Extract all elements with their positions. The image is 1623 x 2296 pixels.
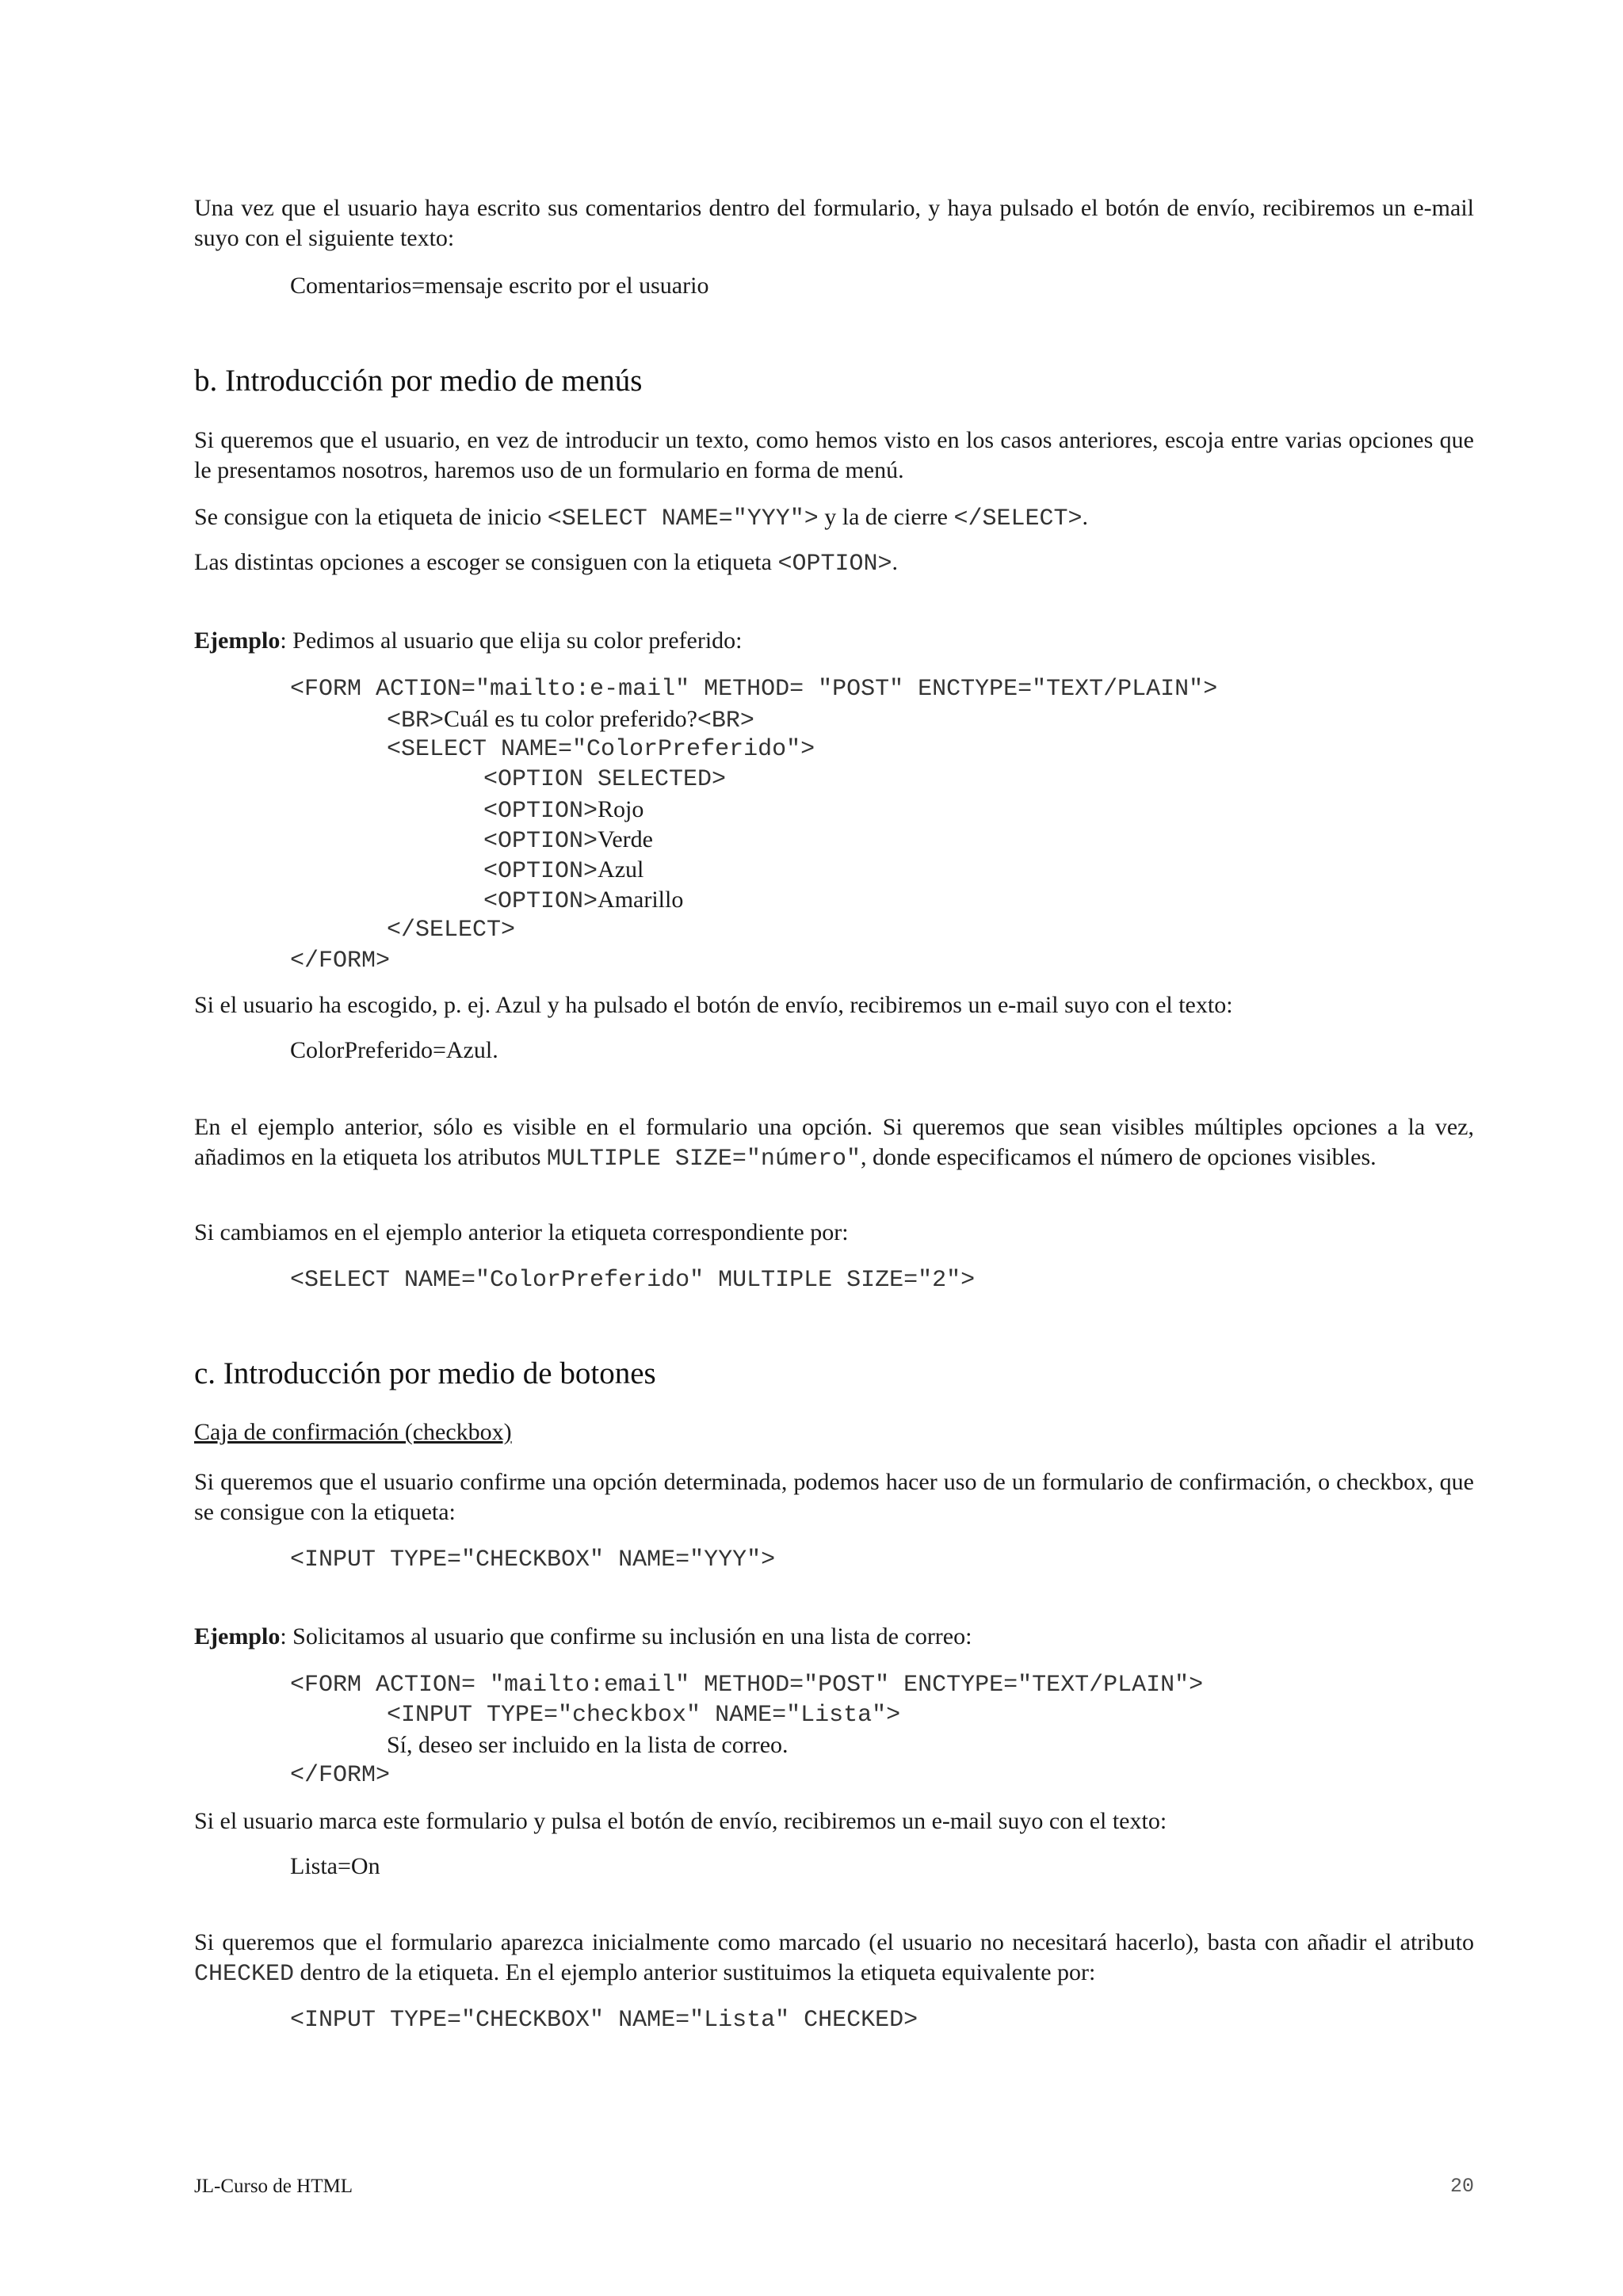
code-b-option-azul <box>483 855 643 887</box>
code-b-line-2 <box>387 704 754 736</box>
checked-text <box>194 1928 1474 1989</box>
ejemplo-label: Ejemplo <box>194 1623 281 1650</box>
option-tag: <OPTION> <box>483 798 598 825</box>
code-question-text: Cuál es tu color preferido? <box>444 706 697 732</box>
code-b-line-1: <FORM ACTION="mailto:e-mail" METHOD= "POST" ENCTYPE="TEXT/PLAIN"> <box>290 676 1218 703</box>
intro-paragraph <box>194 193 1474 254</box>
multiple-text-b: , donde especificamos el número de opciones visibles. <box>860 1144 1377 1170</box>
section-c-result-text: Si el usuario marca este formulario y pulsa el botón de envío, recibiremos un e-mail suyo con el texto: <box>194 1808 1167 1834</box>
section-c-result-output: Lista=On <box>290 1853 380 1879</box>
section-c-checked-paragraph <box>194 1928 1474 1989</box>
section-b-change-text: Si cambiamos en el ejemplo anterior la etiqueta correspondiente por: <box>194 1219 849 1245</box>
p2-code-select-open: <SELECT NAME="YYY"> <box>547 505 819 532</box>
intro-text: Una vez que el usuario haya escrito sus comentarios dentro del formulario, y haya pulsado el botón de envío, recibiremos un e-mail suyo con el siguiente texto: <box>194 195 1474 251</box>
multiple-text-a: En el ejemplo anterior, sólo es visible en el formulario una opción. Si queremos que sean visibles múltiples opciones a la vez, añadimos en la etiqueta los atributos <box>194 1114 1474 1170</box>
section-b-paragraph-3 <box>194 547 898 579</box>
checked-text-b: dentro de la etiqueta. En el ejemplo anterior sustituimos la etiqueta equivalente por: <box>294 1959 1096 1985</box>
code-b-option-rojo <box>483 795 643 826</box>
checked-code: CHECKED <box>194 1961 295 1988</box>
section-b-result-text: Si el usuario ha escogido, p. ej. Azul y ha pulsado el botón de envío, recibiremos un e-mail suyo con el texto: <box>194 992 1233 1018</box>
multiple-text <box>194 1112 1474 1174</box>
section-b-change-code: <SELECT NAME="ColorPreferido" MULTIPLE SIZE="2"> <box>290 1267 976 1294</box>
section-b-ejemplo <box>194 626 743 656</box>
code-c-line-2: <INPUT TYPE="checkbox" NAME="Lista"> <box>387 1702 901 1729</box>
section-c-heading: c. Introducción por medio de botones <box>194 1356 656 1390</box>
code-br-tag-2: <BR> <box>697 707 754 734</box>
option-text: Amarillo <box>598 887 684 913</box>
code-c-line-3: Sí, deseo ser incluido en la lista de correo. <box>387 1732 789 1758</box>
p3-code-option: <OPTION> <box>777 551 892 578</box>
multiple-code: MULTIPLE SIZE="número" <box>546 1146 861 1173</box>
code-b-line-9: </SELECT> <box>387 917 516 944</box>
page-number: 20 <box>1449 2175 1474 2198</box>
code-b-option-amarillo <box>483 885 683 917</box>
section-c-subtitle: Caja de confirmación (checkbox) <box>194 1419 512 1445</box>
p2-text-c: . <box>1082 504 1089 530</box>
ejemplo-label: Ejemplo <box>194 627 281 654</box>
intro-example-output: Comentarios=mensaje escrito por el usuario <box>290 273 709 299</box>
code-b-line-10: </FORM> <box>290 948 391 974</box>
option-text: Verde <box>598 826 653 852</box>
code-c-line-4: </FORM> <box>290 1762 391 1789</box>
footer-title: JL-Curso de HTML <box>194 2176 353 2197</box>
checked-text-a: Si queremos que el formulario aparezca inicialmente como marcado (el usuario no necesitará hacerlo), basta con añadir el atributo <box>194 1929 1474 1955</box>
section-b-paragraph-2 <box>194 502 1088 534</box>
code-br-tag-1: <BR> <box>387 707 445 734</box>
section-b-p1-text: Si queremos que el usuario, en vez de introducir un texto, como hemos visto en los casos anteriores, escoja entre varias opciones que le presentamos nosotros, haremos uso de un formulario en forma de menú. <box>194 427 1474 483</box>
ejemplo-text: : Pedimos al usuario que elija su color preferido: <box>280 627 743 654</box>
section-b-multiple-paragraph <box>194 1112 1474 1174</box>
p2-text-b: y la de cierre <box>818 504 954 530</box>
section-c-ejemplo <box>194 1622 972 1652</box>
option-text: Azul <box>598 856 644 883</box>
p2-code-select-close: </SELECT> <box>953 505 1083 532</box>
section-c-tag-code: <INPUT TYPE="CHECKBOX" NAME="YYY"> <box>290 1547 776 1573</box>
section-b-heading: b. Introducción por medio de menús <box>194 364 643 398</box>
section-c-final-code: <INPUT TYPE="CHECKBOX" NAME="Lista" CHECKED> <box>290 2007 918 2034</box>
code-b-line-4: <OPTION SELECTED> <box>483 766 727 793</box>
p3-text-a: Las distintas opciones a escoger se consiguen con la etiqueta <box>194 549 778 575</box>
section-b-paragraph-1 <box>194 425 1474 486</box>
p2-text-a: Se consigue con la etiqueta de inicio <box>194 504 548 530</box>
option-tag: <OPTION> <box>483 858 598 885</box>
option-text: Rojo <box>598 796 644 822</box>
option-tag: <OPTION> <box>483 828 598 855</box>
section-b-result-output: ColorPreferido=Azul. <box>290 1037 498 1063</box>
section-c-paragraph-1 <box>194 1467 1474 1527</box>
ejemplo-text: : Solicitamos al usuario que confirme su inclusión en una lista de correo: <box>280 1623 972 1650</box>
section-c-p1-text: Si queremos que el usuario confirme una opción determinada, podemos hacer uso de un formulario de confirmación, o checkbox, que se consigue con la etiqueta: <box>194 1469 1474 1525</box>
code-c-line-1: <FORM ACTION= "mailto:email" METHOD="POST" ENCTYPE="TEXT/PLAIN"> <box>290 1672 1204 1699</box>
code-b-line-3: <SELECT NAME="ColorPreferido"> <box>387 736 815 763</box>
option-tag: <OPTION> <box>483 888 598 915</box>
p3-text-b: . <box>892 549 898 575</box>
code-b-option-verde <box>483 825 653 856</box>
